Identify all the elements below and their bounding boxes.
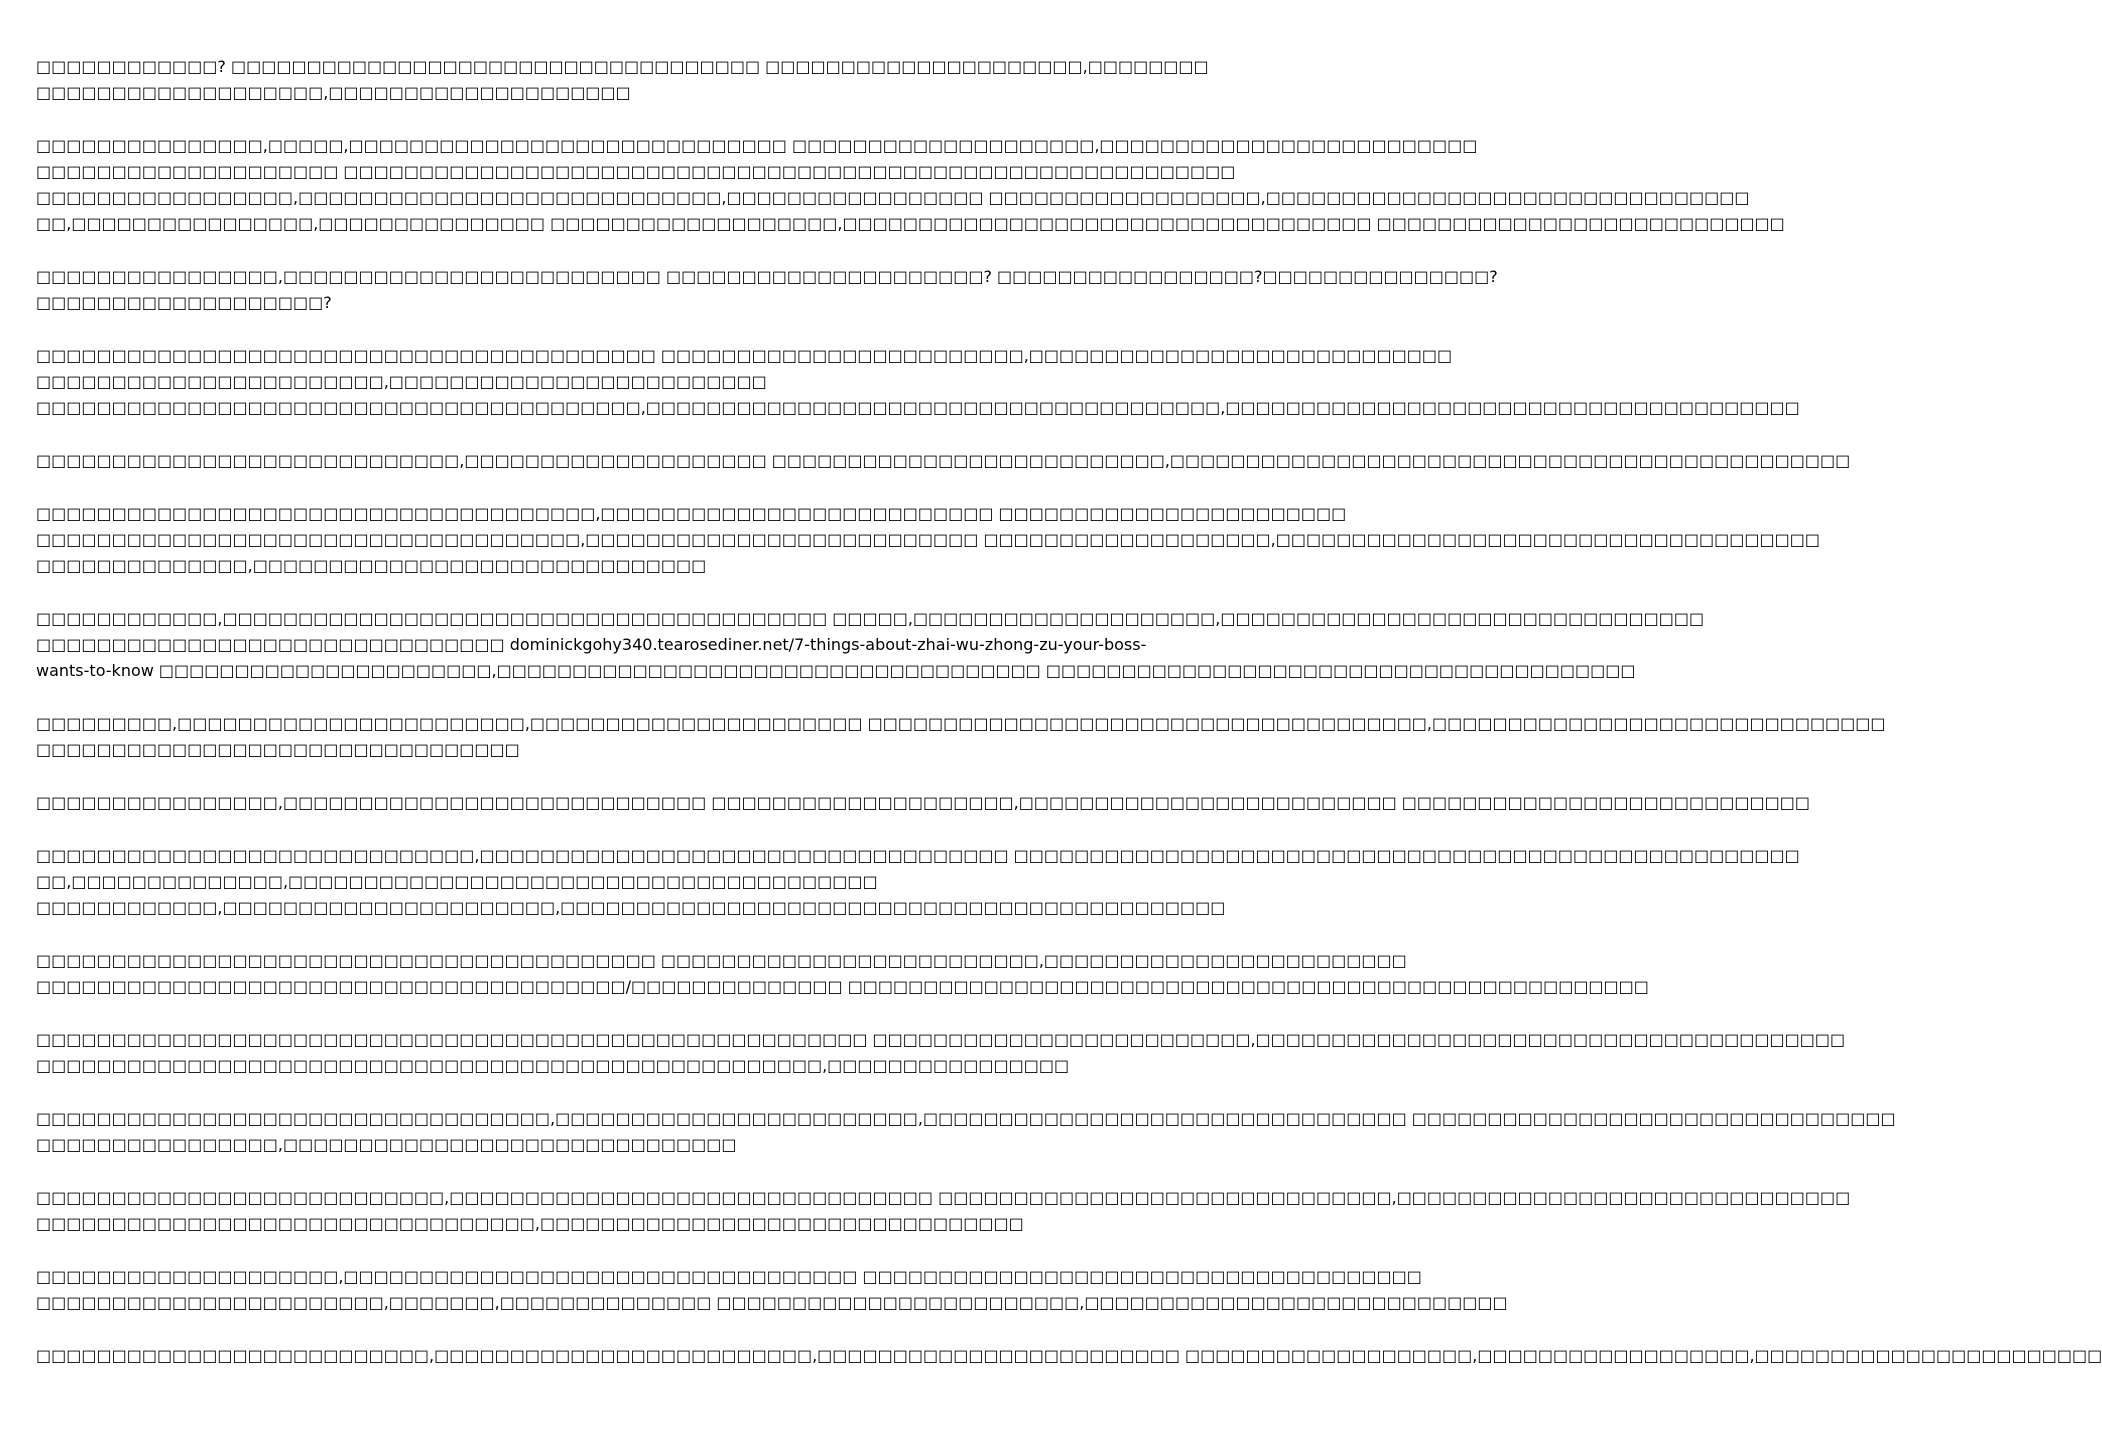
text-line: □□□□□□□□□□□□□□□□□,□□□□□□□□□□□□□□□□□□□□□□□□□□□□,□□□□□□□□□□□□□□□□□ □□□□□□□□□□□□□□□□□□,□□□□□□□□□□□□□□□□□□□□□□□□□□□□□□□□ [36, 188, 1750, 207]
text-line: □□□□□□□□□□□□□□□□,□□□□□□□□□□□□□□□□□□□□□□□□□□□□ □□□□□□□□□□□□□□□□□□□□,□□□□□□□□□□□□□□□□□□□□□□□□□ □□□□□□□□□□□□□□□□□□□□□□□□□□□ [36, 793, 1810, 812]
text-line: □□□□□□□□□□□□□□□□□□□□□□□□□□□,□□□□□□□□□□□□□□□□□□□□□□□□□□□□□□□□ □□□□□□□□□□□□□□□□□□□□□□□□□□□□□□,□□□□□□□□□□□□□□□□□□□□□□□□□□□□□□ [36, 1188, 1851, 1207]
text-line: □□□□□□□□□□□□□□□□□□□□□□□□□□□□□□□□□,□□□□□□□□□□□□□□□□□□□□□□□□□□□□□□□□ [36, 1214, 1024, 1233]
paragraph-16 [36, 1343, 2102, 1369]
text-line: □□□□□□□□□□□□□□□□,□□□□□□□□□□□□□□□□□□□□□□□□□□□□□□ [36, 1135, 737, 1154]
text-line: □□□□□□□□□□□□□□□□□□□□□□□□□□□□□,□□□□□□□□□□□□□□□□□□□□□□□□□□□□□□□□□□□ □□□□□□□□□□□□□□□□□□□□□□□□□□□□□□□□□□□□□□□□□□□□□□□□□□□□ [36, 846, 1800, 865]
document-page [36, 54, 2102, 1396]
text-line: wants-to-know □□□□□□□□□□□□□□□□□□□□□□,□□□□□□□□□□□□□□□□□□□□□□□□□□□□□□□□□□□□ □□□□□□□□□□□□□□□□□□□□□□□□□□□□□□□□□□□□□□□ [36, 661, 1636, 680]
paragraph-4 [36, 343, 1800, 421]
text-line: □□□□□□□□□□□□□□□□,□□□□□□□□□□□□□□□□□□□□□□□□□ □□□□□□□□□□□□□□□□□□□□□? □□□□□□□□□□□□□□□□□?□□□□□□□□□□□□□□□? [36, 267, 1498, 286]
text-line [36, 632, 1147, 658]
text-line: □□□□□□□□□,□□□□□□□□□□□□□□□□□□□□□□□,□□□□□□□□□□□□□□□□□□□□□□ □□□□□□□□□□□□□□□□□□□□□□□□□□□□□□□□□□□□□,□□□□□□□□□□□□□□□□□□□□□□□□□□□□□□ [36, 714, 1886, 733]
paragraph-14 [36, 1185, 1851, 1237]
text-line: □□□□□□□□□□□□□□□□□□□□□□□□□□□□□□□□□□□□□□□□□ □□□□□□□□□□□□□□□□□□□□□□□□□,□□□□□□□□□□□□□□□□□□□□□□□□ [36, 951, 1407, 970]
text-line: □□□□□□□□□□□□□□□□□□□□□□□□□□□□,□□□□□□□□□□□□□□□□□□□□ □□□□□□□□□□□□□□□□□□□□□□□□□□,□□□□□□□□□□□□□□□□□□□□□□□□□□□□□□□□□□□□□□□□□□□□□ [36, 451, 1851, 470]
text-line: □□□□□□□□□□□□□□□□□□□□□□□,□□□□□□□,□□□□□□□□□□□□□□ □□□□□□□□□□□□□□□□□□□□□□□□,□□□□□□□□□□□□□□□□□□□□□□□□□□□□ [36, 1293, 1508, 1312]
text-line: □□□□□□□□□□□□□□□,□□□□□,□□□□□□□□□□□□□□□□□□□□□□□□□□□□□ □□□□□□□□□□□□□□□□□□□□,□□□□□□□□□□□□□□□□□□□□□□□□□ [36, 136, 1478, 155]
text-line: □□□□□□□□□□□□□□□□□□□□□□□□□□□□□□□□□□□□□,□□□□□□□□□□□□□□□□□□□□□□□□□□ □□□□□□□□□□□□□□□□□□□□□□□ [36, 504, 1347, 523]
paragraph-13 [36, 1106, 1896, 1158]
paragraph-11 [36, 948, 1649, 1000]
text-line: □□□□□□□□□□□□□□□□□□□,□□□□□□□□□□□□□□□□□□□□ [36, 83, 631, 102]
text-line: □□□□□□□□□□□□□□□□□□□□,□□□□□□□□□□□□□□□□□□□□□□□□□□□□□□□□□□ □□□□□□□□□□□□□□□□□□□□□□□□□□□□□□□□□□□□□ [36, 1267, 1422, 1286]
text-run: □□□□□□□□□□□□□□□□□□□□□□□□□□□□□□□ [36, 635, 510, 654]
text-line: □□□□□□□□□□□□□□□□□□□□□□□□□□□□□□□□□□□□□□□□□ □□□□□□□□□□□□□□□□□□□□□□□□,□□□□□□□□□□□□□□□□□□□□□□□□□□□□ [36, 346, 1453, 365]
text-line: □□□□□□□□□□□□□□□□□□□□□□□□□□□□□□□□□□□□□□□□,□□□□□□□□□□□□□□□□□□□□□□□□□□□□□□□□□□□□□□,□□□□□□□□□□□□□□□□□□□□□□□□□□□□□□□□□□□□□□ [36, 398, 1800, 417]
text-line: □□□□□□□□□□□□□□□□□□□□□□□□□□□□□□□□□□,□□□□□□□□□□□□□□□□□□□□□□□□,□□□□□□□□□□□□□□□□□□□□□□□□□□□□□□□□ □□□□□□□□□□□□□□□□□□□□□□□□□□□□□□□□ [36, 1109, 1896, 1128]
text-line: □□□□□□□□□□□□□□,□□□□□□□□□□□□□□□□□□□□□□□□□□□□□□ [36, 556, 707, 575]
text-line: □□□□□□□□□□□□? □□□□□□□□□□□□□□□□□□□□□□□□□□□□□□□□□□□ □□□□□□□□□□□□□□□□□□□□□,□□□□□□□□ [36, 57, 1209, 76]
text-line: □□□□□□□□□□□□□□□□□□□□□□□□□□,□□□□□□□□□□□□□□□□□□□□□□□□□,□□□□□□□□□□□□□□□□□□□□□□□□ □□□□□□□□□□□□□□□□□□□,□□□□□□□□□□□□□□□□□□,□□□□□□□□□□□□□□□□□□□□□□□ [36, 1346, 2102, 1365]
article-link[interactable]: dominickgohy340.tearosediner.net/7-things-about-zhai-wu-zhong-zu-your-boss- [509, 635, 1147, 654]
text-line: □□□□□□□□□□□□□□□□□□□□□□□□□□□□□□□□ [36, 740, 520, 759]
paragraph-10 [36, 843, 1800, 921]
paragraph-7 [36, 606, 1705, 684]
text-line: □□□□□□□□□□□□,□□□□□□□□□□□□□□□□□□□□□□□□□□□□□□□□□□□□□□□□ □□□□□,□□□□□□□□□□□□□□□□□□□□,□□□□□□□□□□□□□□□□□□□□□□□□□□□□□□□□ [36, 609, 1705, 628]
text-line: □□□□□□□□□□□□□□□□□□□? [36, 293, 332, 312]
paragraph-6 [36, 501, 1820, 579]
paragraph-9 [36, 790, 1810, 816]
text-line: □□□□□□□□□□□□□□□□□□□□ □□□□□□□□□□□□□□□□□□□□□□□□□□□□□□□□□□□□□□□□□□□□□□□□□□□□□□□□□□□ [36, 162, 1236, 181]
text-line: □□□□□□□□□□□□,□□□□□□□□□□□□□□□□□□□□□□,□□□□□□□□□□□□□□□□□□□□□□□□□□□□□□□□□□□□□□□□□□□□ [36, 898, 1226, 917]
text-line: □□□□□□□□□□□□□□□□□□□□□□□□□□□□□□□□□□□□,□□□□□□□□□□□□□□□□□□□□□□□□□□ □□□□□□□□□□□□□□□□□□□,□□□□□□□□□□□□□□□□□□□□□□□□□□□□□□□□□□□□ [36, 530, 1820, 549]
paragraph-1 [36, 54, 1209, 106]
text-line: □□,□□□□□□□□□□□□□□,□□□□□□□□□□□□□□□□□□□□□□□□□□□□□□□□□□□□□□□ [36, 872, 878, 891]
text-line: □□□□□□□□□□□□□□□□□□□□□□□□□□□□□□□□□□□□□□□□□□□□□□□□□□□□□□□ □□□□□□□□□□□□□□□□□□□□□□□□□,□□□□□□□□□□□□□□□□□□□□□□□□□□□□□□□□□□□□□□□ [36, 1030, 1846, 1049]
paragraph-15 [36, 1264, 1508, 1316]
paragraph-5 [36, 448, 1851, 474]
paragraph-8 [36, 711, 1886, 763]
text-line: □□□□□□□□□□□□□□□□□□□□□□□,□□□□□□□□□□□□□□□□□□□□□□□□□ [36, 372, 767, 391]
paragraph-12 [36, 1027, 1846, 1079]
paragraph-2 [36, 133, 1785, 237]
text-line: □□,□□□□□□□□□□□□□□□□,□□□□□□□□□□□□□□□ □□□□□□□□□□□□□□□□□□□,□□□□□□□□□□□□□□□□□□□□□□□□□□□□□□□□□□□ □□□□□□□□□□□□□□□□□□□□□□□□□□□ [36, 214, 1785, 233]
paragraph-3 [36, 264, 1498, 316]
text-line: □□□□□□□□□□□□□□□□□□□□□□□□□□□□□□□□□□□□□□□/□□□□□□□□□□□□□□ □□□□□□□□□□□□□□□□□□□□□□□□□□□□□□□□□□□□□□□□□□□□□□□□□□□□□ [36, 977, 1649, 996]
text-line: □□□□□□□□□□□□□□□□□□□□□□□□□□□□□□□□□□□□□□□□□□□□□□□□□□□□,□□□□□□□□□□□□□□□□ [36, 1056, 1070, 1075]
